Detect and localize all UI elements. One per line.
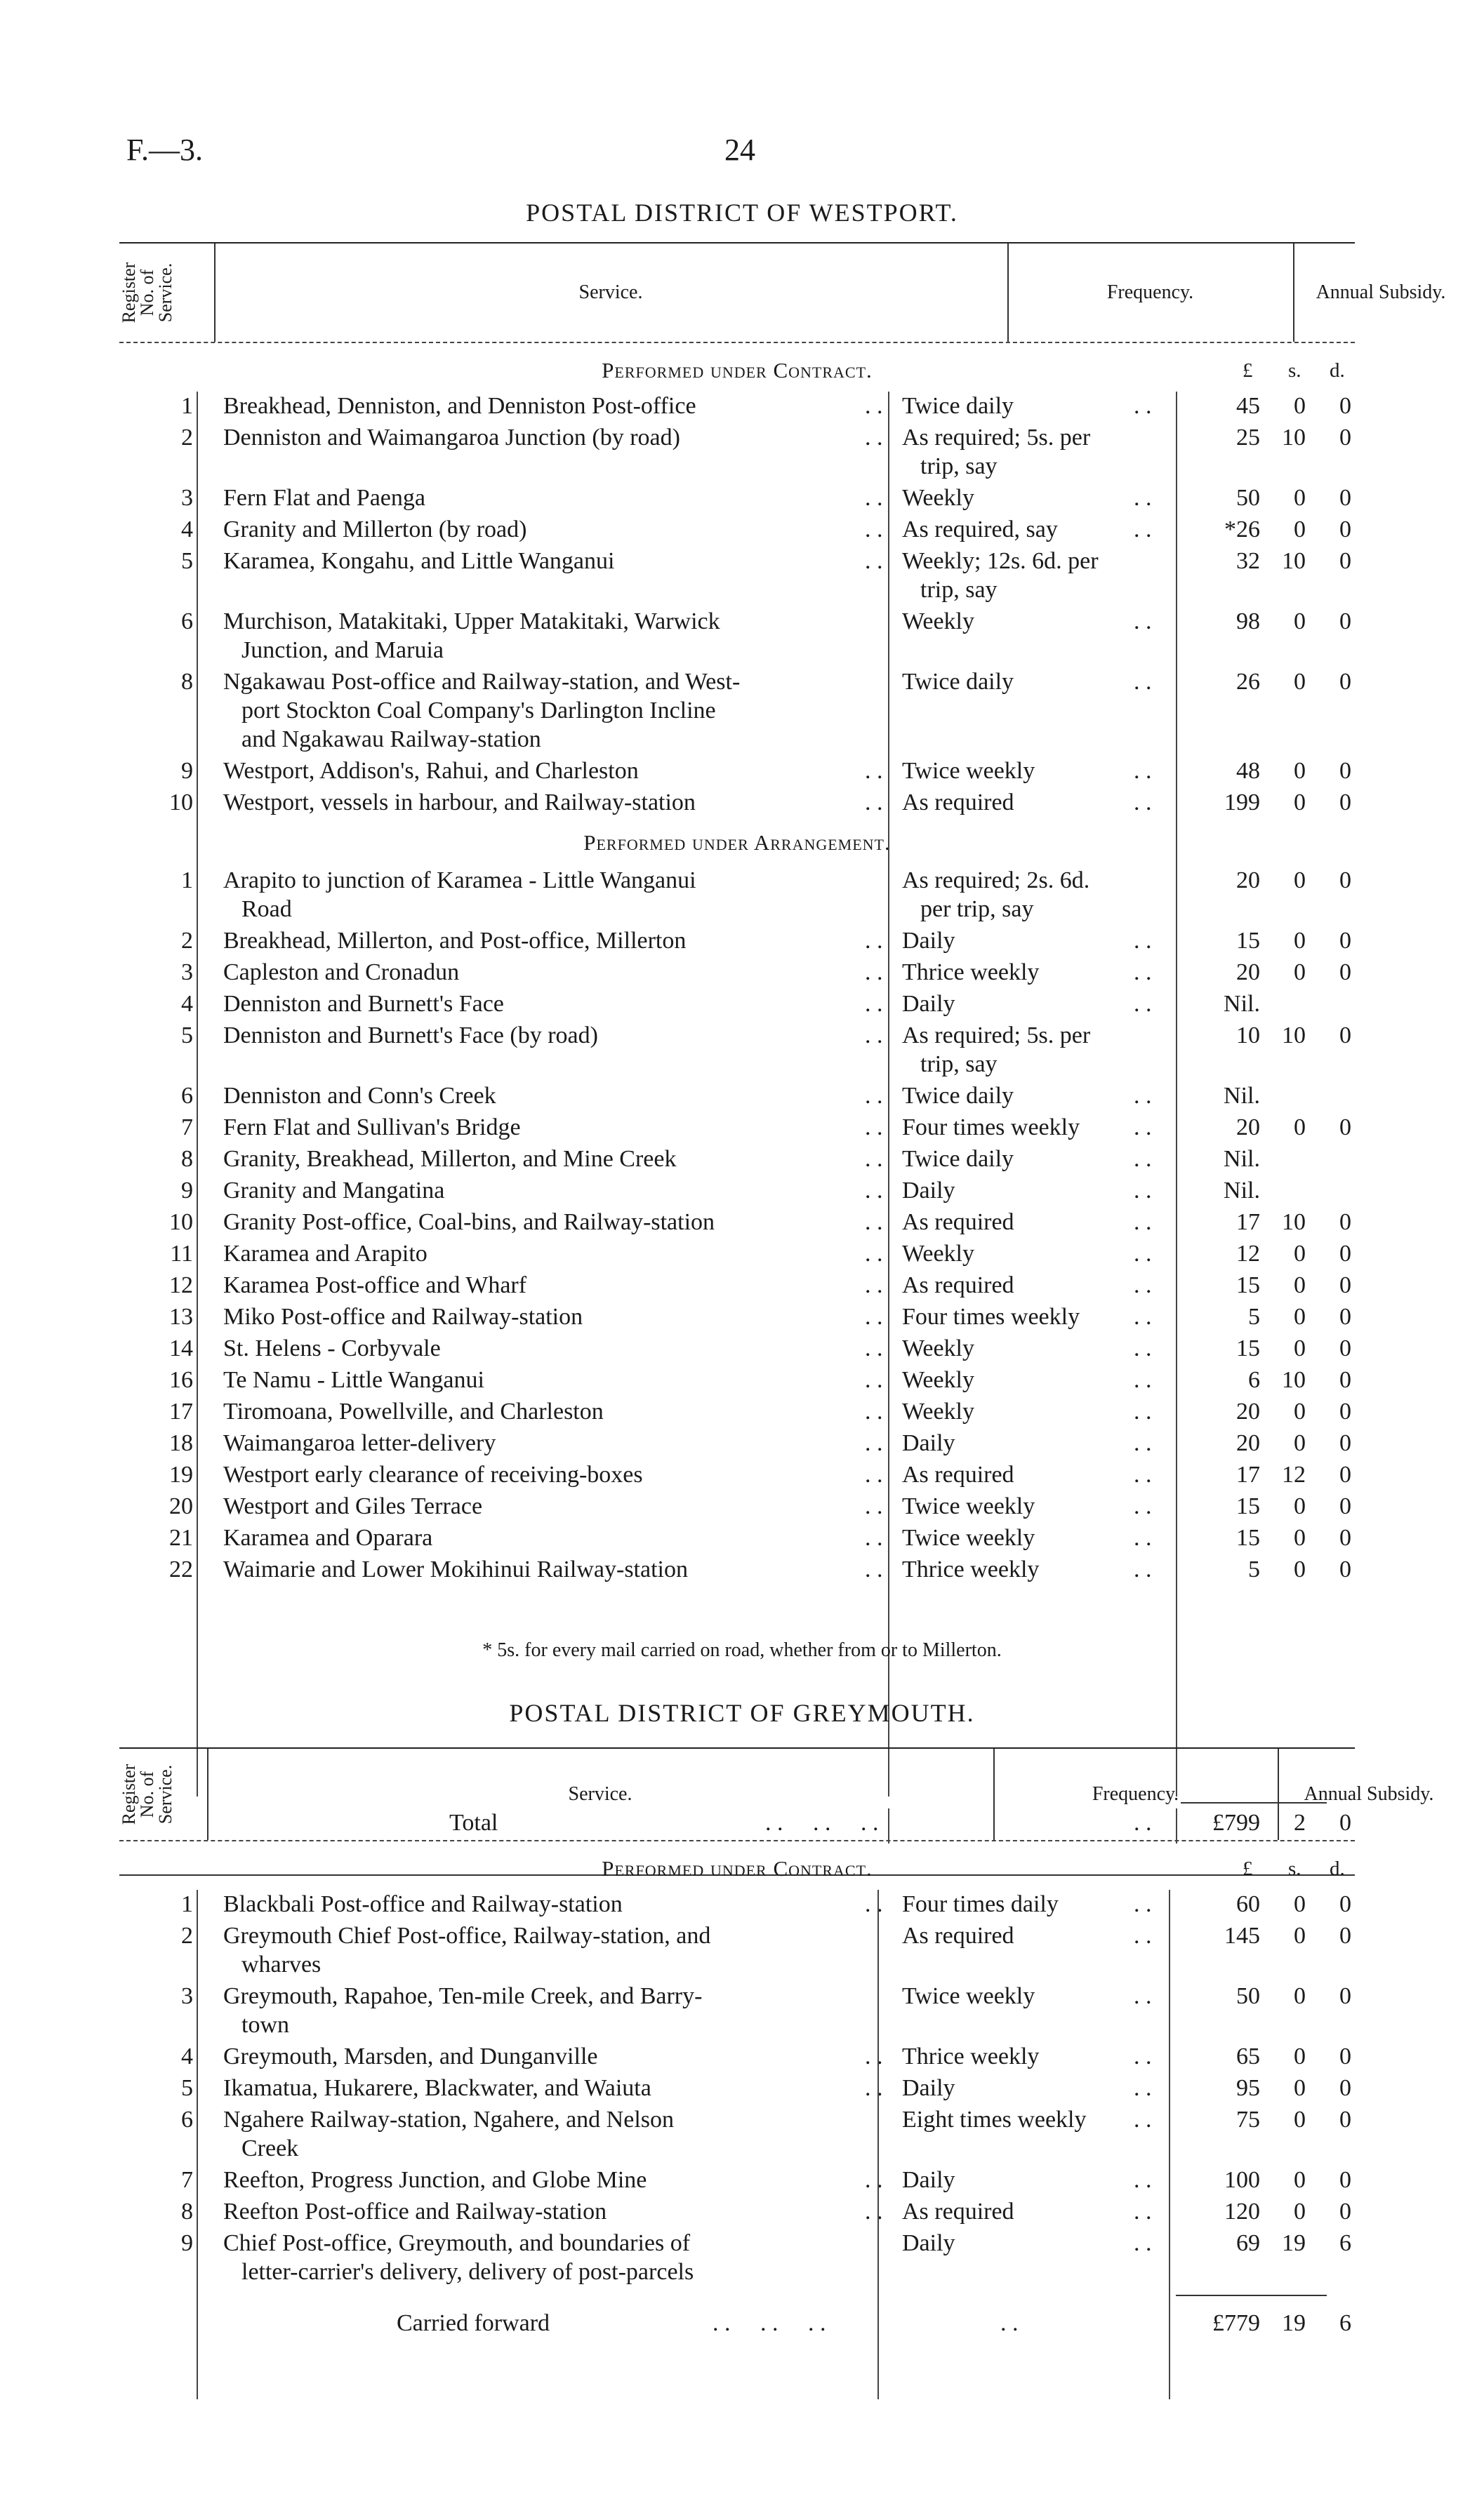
- subsidy-pounds: 26: [1236, 669, 1260, 695]
- carried-forward-label: Carried forward: [397, 2310, 550, 2336]
- frequency: Twice weekly: [902, 1493, 1035, 1519]
- register-number: 2: [181, 425, 193, 451]
- service-name: Granity Post-office, Coal-bins, and Railway-station: [223, 1209, 715, 1235]
- subsidy-pounds: 69: [1236, 2230, 1260, 2256]
- subsidy-shillings: 10: [1282, 548, 1306, 574]
- service-name: Miko Post-office and Railway-station: [223, 1304, 583, 1330]
- frequency: Daily: [902, 991, 955, 1017]
- subsidy-pounds: 15: [1236, 1525, 1260, 1551]
- service-name: Karamea, Kongahu, and Little Wanganui: [223, 548, 615, 574]
- subsidy-shillings: 0: [1294, 789, 1306, 815]
- subsidy-pence: 0: [1339, 2167, 1351, 2193]
- register-column-header: Register No. of Service.: [119, 262, 175, 324]
- service-name: Denniston and Conn's Creek: [223, 1083, 496, 1109]
- service-name: Westport early clearance of receiving-boxes: [223, 1462, 643, 1488]
- frequency: Twice daily: [902, 393, 1014, 419]
- register-number: 22: [169, 1556, 193, 1582]
- subsidy-pence: 0: [1339, 1114, 1351, 1140]
- frequency: As required; 2s. 6d. per trip, say: [902, 867, 1090, 922]
- subsidy-pounds: 98: [1236, 608, 1260, 634]
- unit-pounds: £: [1243, 1858, 1253, 1880]
- service-name: Denniston and Waimangaroa Junction (by road): [223, 425, 680, 451]
- frequency: Daily: [902, 2075, 955, 2101]
- subsidy-pence: 0: [1339, 1022, 1351, 1048]
- subsidy-pounds: *26: [1224, 516, 1260, 542]
- subsidy-shillings: 0: [1294, 1241, 1306, 1267]
- unit-shillings: s.: [1288, 1858, 1301, 1880]
- frequency: Four times weekly: [902, 1304, 1080, 1330]
- subsidy-pounds: 5: [1248, 1556, 1260, 1582]
- subsidy-column-header: Annual Subsidy.: [1316, 281, 1446, 303]
- frequency: Daily: [902, 1430, 955, 1456]
- subsidy-pence: 0: [1339, 928, 1351, 954]
- subsidy-shillings: 19: [1282, 2230, 1306, 2256]
- subsidy-pence: 0: [1339, 548, 1351, 574]
- carried-pence: 6: [1339, 2310, 1351, 2336]
- carried-shillings: 19: [1282, 2310, 1306, 2336]
- subsidy-pounds: Nil.: [1224, 1083, 1260, 1109]
- register-number: 10: [169, 1209, 193, 1235]
- service-name: Granity and Mangatina: [223, 1178, 445, 1204]
- register-number: 3: [181, 485, 193, 511]
- subsidy-pence: 0: [1339, 485, 1351, 511]
- frequency: As required: [902, 1923, 1014, 1949]
- document-code: F.—3.: [126, 133, 203, 167]
- frequency: Twice daily: [902, 1146, 1014, 1172]
- subsidy-shillings: 10: [1282, 1022, 1306, 1048]
- frequency: Weekly: [902, 1335, 974, 1361]
- register-number: 5: [181, 2075, 193, 2101]
- subsidy-pence: 0: [1339, 2107, 1351, 2133]
- service-name: Capleston and Cronadun: [223, 959, 460, 985]
- register-number: 13: [169, 1304, 193, 1330]
- frequency-column-header: Frequency.: [1106, 281, 1194, 303]
- subsidy-pounds: 5: [1248, 1304, 1260, 1330]
- subsidy-pence: 0: [1339, 425, 1351, 451]
- greymouth-title: POSTAL DISTRICT OF GREYMOUTH.: [509, 1699, 975, 1727]
- subsidy-pence: 0: [1339, 1367, 1351, 1393]
- register-number: 12: [169, 1272, 193, 1298]
- register-column-header: Register No. of Service.: [119, 1764, 175, 1825]
- subsidy-pence: 0: [1339, 758, 1351, 784]
- subsidy-shillings: 10: [1282, 1367, 1306, 1393]
- subsidy-pence: 0: [1339, 1525, 1351, 1551]
- register-number: 11: [170, 1241, 193, 1267]
- service-name: Karamea and Oparara: [223, 1525, 433, 1551]
- subsidy-pence: 6: [1339, 2230, 1351, 2256]
- subsidy-pounds: 10: [1236, 1022, 1260, 1048]
- frequency: Twice weekly: [902, 1983, 1035, 2009]
- subsidy-pounds: 20: [1236, 867, 1260, 893]
- subsidy-pounds: 60: [1236, 1891, 1260, 1917]
- subsidy-pounds: 25: [1236, 425, 1260, 451]
- register-number: 4: [181, 2044, 193, 2069]
- carried-pounds: £779: [1212, 2310, 1260, 2336]
- subsidy-pounds: 75: [1236, 2107, 1260, 2133]
- register-number: 20: [169, 1493, 193, 1519]
- subsidy-pounds: 20: [1236, 1114, 1260, 1140]
- subsidy-pence: 0: [1339, 516, 1351, 542]
- subsidy-pence: 0: [1339, 867, 1351, 893]
- subsidy-shillings: 0: [1294, 959, 1306, 985]
- subsidy-shillings: 10: [1282, 425, 1306, 451]
- subsidy-pence: 0: [1339, 1272, 1351, 1298]
- subsidy-pence: 0: [1339, 959, 1351, 985]
- subsidy-shillings: 0: [1294, 758, 1306, 784]
- footnote: * 5s. for every mail carried on road, whether from or to Millerton.: [482, 1639, 1002, 1661]
- register-number: 5: [181, 1022, 193, 1048]
- subsidy-shillings: 0: [1294, 1114, 1306, 1140]
- subsidy-shillings: 0: [1294, 1272, 1306, 1298]
- subsidy-pence: 0: [1339, 1891, 1351, 1917]
- frequency: As required, say: [902, 516, 1058, 542]
- subsidy-shillings: 0: [1294, 393, 1306, 419]
- group-heading-contract: Performed under Contract.: [602, 1856, 873, 1881]
- subsidy-pounds: 20: [1236, 959, 1260, 985]
- subsidy-pounds: 145: [1224, 1923, 1260, 1949]
- subsidy-pounds: 50: [1236, 485, 1260, 511]
- subsidy-shillings: 0: [1294, 1891, 1306, 1917]
- subsidy-pounds: 15: [1236, 1272, 1260, 1298]
- service-name: Karamea Post-office and Wharf: [223, 1272, 527, 1298]
- register-number: 2: [181, 1923, 193, 1949]
- unit-pence: d.: [1330, 1858, 1345, 1880]
- subsidy-pence: 0: [1339, 1462, 1351, 1488]
- subsidy-pounds: 20: [1236, 1430, 1260, 1456]
- subsidy-pence: 0: [1339, 1430, 1351, 1456]
- service-name: Westport and Giles Terrace: [223, 1493, 483, 1519]
- subsidy-pence: 0: [1339, 393, 1351, 419]
- service-name: Greymouth, Rapahoe, Ten-mile Creek, and Barry- town: [223, 1983, 703, 2038]
- frequency: As required; 5s. per trip, say: [902, 425, 1091, 479]
- register-number: 21: [169, 1525, 193, 1551]
- service-column-header: Service.: [578, 281, 643, 303]
- frequency: Daily: [902, 1178, 955, 1204]
- register-number: 6: [181, 1083, 193, 1109]
- register-number: 1: [181, 393, 193, 419]
- subsidy-pence: 0: [1339, 2044, 1351, 2069]
- subsidy-pounds: Nil.: [1224, 991, 1260, 1017]
- frequency: Twice daily: [902, 669, 1014, 695]
- frequency: Thrice weekly: [902, 2044, 1040, 2069]
- subsidy-pounds: 199: [1224, 789, 1260, 815]
- subsidy-shillings: 0: [1294, 928, 1306, 954]
- register-number: 7: [181, 1114, 193, 1140]
- subsidy-pounds: 100: [1224, 2167, 1260, 2193]
- unit-shillings: s.: [1288, 359, 1301, 382]
- service-name: Reefton Post-office and Railway-station: [223, 2199, 607, 2225]
- service-name: Fern Flat and Paenga: [223, 485, 425, 511]
- frequency: As required: [902, 789, 1014, 815]
- subsidy-shillings: 0: [1294, 669, 1306, 695]
- frequency: Eight times weekly: [902, 2107, 1087, 2133]
- group-heading-arrangement: Performed under Arrangement.: [583, 830, 891, 855]
- unit-pounds: £: [1243, 359, 1253, 382]
- register-number: 19: [169, 1462, 193, 1488]
- subsidy-pounds: 15: [1236, 928, 1260, 954]
- frequency: Weekly; 12s. 6d. per trip, say: [902, 548, 1099, 603]
- service-name: Denniston and Burnett's Face: [223, 991, 504, 1017]
- subsidy-pounds: 48: [1236, 758, 1260, 784]
- subsidy-shillings: 0: [1294, 1335, 1306, 1361]
- subsidy-pounds: 15: [1236, 1335, 1260, 1361]
- westport-column-header: [119, 242, 1446, 343]
- register-number: 7: [181, 2167, 193, 2193]
- frequency: Daily: [902, 2230, 955, 2256]
- register-number: 5: [181, 548, 193, 574]
- subsidy-shillings: 0: [1294, 1983, 1306, 2009]
- register-number: 6: [181, 608, 193, 634]
- subsidy-shillings: 0: [1294, 2075, 1306, 2101]
- subsidy-pounds: 50: [1236, 1983, 1260, 2009]
- total-label: Total: [449, 1810, 498, 1836]
- frequency: As required: [902, 2199, 1014, 2225]
- service-name: Waimarie and Lower Mokihinui Railway-station: [223, 1556, 688, 1582]
- subsidy-pence: 0: [1339, 1335, 1351, 1361]
- subsidy-shillings: 0: [1294, 1399, 1306, 1425]
- subsidy-pounds: 32: [1236, 548, 1260, 574]
- subsidy-column-header: Annual Subsidy.: [1304, 1783, 1434, 1805]
- register-number: 1: [181, 1891, 193, 1917]
- service-name: Chief Post-office, Greymouth, and boundaries of letter-carrier's delivery, delivery of post-parcels: [223, 2230, 694, 2285]
- frequency: Twice daily: [902, 1083, 1014, 1109]
- subsidy-pence: 0: [1339, 1556, 1351, 1582]
- subsidy-pounds: 95: [1236, 2075, 1260, 2101]
- service-name: Murchison, Matakitaki, Upper Matakitaki, Warwick Junction, and Maruia: [223, 608, 720, 663]
- service-name: Breakhead, Millerton, and Post-office, Millerton: [223, 928, 687, 954]
- service-name: Ngakawau Post-office and Railway-station, and West- port Stockton Coal Company's Darlington Incline and Ngakawau Railway-station: [223, 669, 741, 752]
- service-name: Breakhead, Denniston, and Denniston Post-office: [223, 393, 696, 419]
- register-number: 4: [181, 991, 193, 1017]
- group-heading-contract: Performed under Contract.: [602, 358, 873, 382]
- subsidy-pounds: 17: [1236, 1209, 1260, 1235]
- service-name: Arapito to junction of Karamea - Little Wanganui Road: [223, 867, 696, 922]
- service-name: Blackbali Post-office and Railway-station: [223, 1891, 623, 1917]
- register-number: 2: [181, 928, 193, 954]
- frequency: Thrice weekly: [902, 959, 1040, 985]
- subsidy-pounds: 45: [1236, 393, 1260, 419]
- service-name: Westport, vessels in harbour, and Railway-station: [223, 789, 696, 815]
- subsidy-pence: 0: [1339, 1209, 1351, 1235]
- unit-pence: d.: [1330, 359, 1345, 382]
- service-column-header: Service.: [568, 1783, 632, 1805]
- subsidy-shillings: 0: [1294, 608, 1306, 634]
- register-number: 8: [181, 2199, 193, 2225]
- subsidy-shillings: 0: [1294, 2167, 1306, 2193]
- frequency: Twice weekly: [902, 1525, 1035, 1551]
- subsidy-shillings: 0: [1294, 485, 1306, 511]
- register-number: 3: [181, 959, 193, 985]
- register-number: 1: [181, 867, 193, 893]
- register-number: 8: [181, 669, 193, 695]
- frequency: Thrice weekly: [902, 1556, 1040, 1582]
- frequency: Weekly: [902, 608, 974, 634]
- subsidy-shillings: 0: [1294, 516, 1306, 542]
- frequency: As required: [902, 1462, 1014, 1488]
- service-name: Tiromoana, Powellville, and Charleston: [223, 1399, 604, 1425]
- subsidy-pence: 0: [1339, 2199, 1351, 2225]
- subsidy-shillings: 0: [1294, 1430, 1306, 1456]
- frequency: Weekly: [902, 485, 974, 511]
- frequency: As required: [902, 1272, 1014, 1298]
- register-number: 3: [181, 1983, 193, 2009]
- subsidy-shillings: 12: [1282, 1462, 1306, 1488]
- register-number: 14: [169, 1335, 193, 1361]
- frequency: Four times daily: [902, 1891, 1059, 1917]
- subsidy-shillings: 10: [1282, 1209, 1306, 1235]
- subsidy-shillings: 0: [1294, 1493, 1306, 1519]
- subsidy-shillings: 0: [1294, 1556, 1306, 1582]
- service-name: St. Helens - Corbyvale: [223, 1335, 441, 1361]
- subsidy-pounds: 12: [1236, 1241, 1260, 1267]
- subsidy-pence: 0: [1339, 1983, 1351, 2009]
- subsidy-pence: 0: [1339, 1304, 1351, 1330]
- frequency: Four times weekly: [902, 1114, 1080, 1140]
- total-pence: 0: [1339, 1810, 1351, 1836]
- page-number: 24: [724, 133, 755, 167]
- subsidy-pence: 0: [1339, 1241, 1351, 1267]
- subsidy-pounds: 65: [1236, 2044, 1260, 2069]
- register-number: 9: [181, 758, 193, 784]
- service-name: Karamea and Arapito: [223, 1241, 428, 1267]
- subsidy-shillings: 0: [1294, 1923, 1306, 1949]
- register-number: 6: [181, 2107, 193, 2133]
- service-name: Te Namu - Little Wanganui: [223, 1367, 484, 1393]
- subsidy-pounds: 20: [1236, 1399, 1260, 1425]
- register-number: 17: [169, 1399, 193, 1425]
- subsidy-pounds: 120: [1224, 2199, 1260, 2225]
- service-name: Granity and Millerton (by road): [223, 516, 527, 542]
- service-name: Ngahere Railway-station, Ngahere, and Nelson Creek: [223, 2107, 674, 2161]
- subsidy-shillings: 0: [1294, 2199, 1306, 2225]
- frequency: Daily: [902, 928, 955, 954]
- register-number: 8: [181, 1146, 193, 1172]
- subsidy-pounds: 6: [1248, 1367, 1260, 1393]
- service-name: Reefton, Progress Junction, and Globe Mine: [223, 2167, 647, 2193]
- subsidy-pounds: 15: [1236, 1493, 1260, 1519]
- service-name: Ikamatua, Hukarere, Blackwater, and Waiuta: [223, 2075, 651, 2101]
- register-number: 16: [169, 1367, 193, 1393]
- subsidy-pence: 0: [1339, 789, 1351, 815]
- register-number: 9: [181, 1178, 193, 1204]
- service-name: Denniston and Burnett's Face (by road): [223, 1022, 598, 1048]
- subsidy-pence: 0: [1339, 1493, 1351, 1519]
- frequency-column-header: Frequency.: [1092, 1783, 1179, 1805]
- subsidy-pounds: Nil.: [1224, 1146, 1260, 1172]
- register-number: 10: [169, 789, 193, 815]
- service-name: Greymouth, Marsden, and Dunganville: [223, 2044, 598, 2069]
- frequency: Twice weekly: [902, 758, 1035, 784]
- register-number: 4: [181, 516, 193, 542]
- service-name: Greymouth Chief Post-office, Railway-station, and wharves: [223, 1923, 711, 1978]
- subsidy-pounds: 17: [1236, 1462, 1260, 1488]
- subsidy-shillings: 0: [1294, 2107, 1306, 2133]
- register-number: 18: [169, 1430, 193, 1456]
- service-name: Granity, Breakhead, Millerton, and Mine Creek: [223, 1146, 677, 1172]
- subsidy-shillings: 0: [1294, 1304, 1306, 1330]
- frequency: Weekly: [902, 1367, 974, 1393]
- total-pounds: £799: [1212, 1810, 1260, 1836]
- frequency: Weekly: [902, 1399, 974, 1425]
- subsidy-shillings: 0: [1294, 867, 1306, 893]
- frequency: Weekly: [902, 1241, 974, 1267]
- subsidy-pence: 0: [1339, 1399, 1351, 1425]
- frequency: As required; 5s. per trip, say: [902, 1022, 1091, 1077]
- subsidy-shillings: 0: [1294, 2044, 1306, 2069]
- subsidy-shillings: 0: [1294, 1525, 1306, 1551]
- subsidy-pence: 0: [1339, 669, 1351, 695]
- frequency: Daily: [902, 2167, 955, 2193]
- subsidy-pence: 0: [1339, 608, 1351, 634]
- service-name: Waimangaroa letter-delivery: [223, 1430, 496, 1456]
- frequency: As required: [902, 1209, 1014, 1235]
- greymouth-column-header: [119, 1747, 1434, 1841]
- subsidy-pence: 0: [1339, 2075, 1351, 2101]
- service-name: Fern Flat and Sullivan's Bridge: [223, 1114, 521, 1140]
- register-number: 9: [181, 2230, 193, 2256]
- subsidy-pence: 0: [1339, 1923, 1351, 1949]
- westport-title: POSTAL DISTRICT OF WESTPORT.: [526, 199, 958, 227]
- total-shillings: 2: [1294, 1810, 1306, 1836]
- subsidy-pounds: Nil.: [1224, 1178, 1260, 1204]
- service-name: Westport, Addison's, Rahui, and Charleston: [223, 758, 639, 784]
